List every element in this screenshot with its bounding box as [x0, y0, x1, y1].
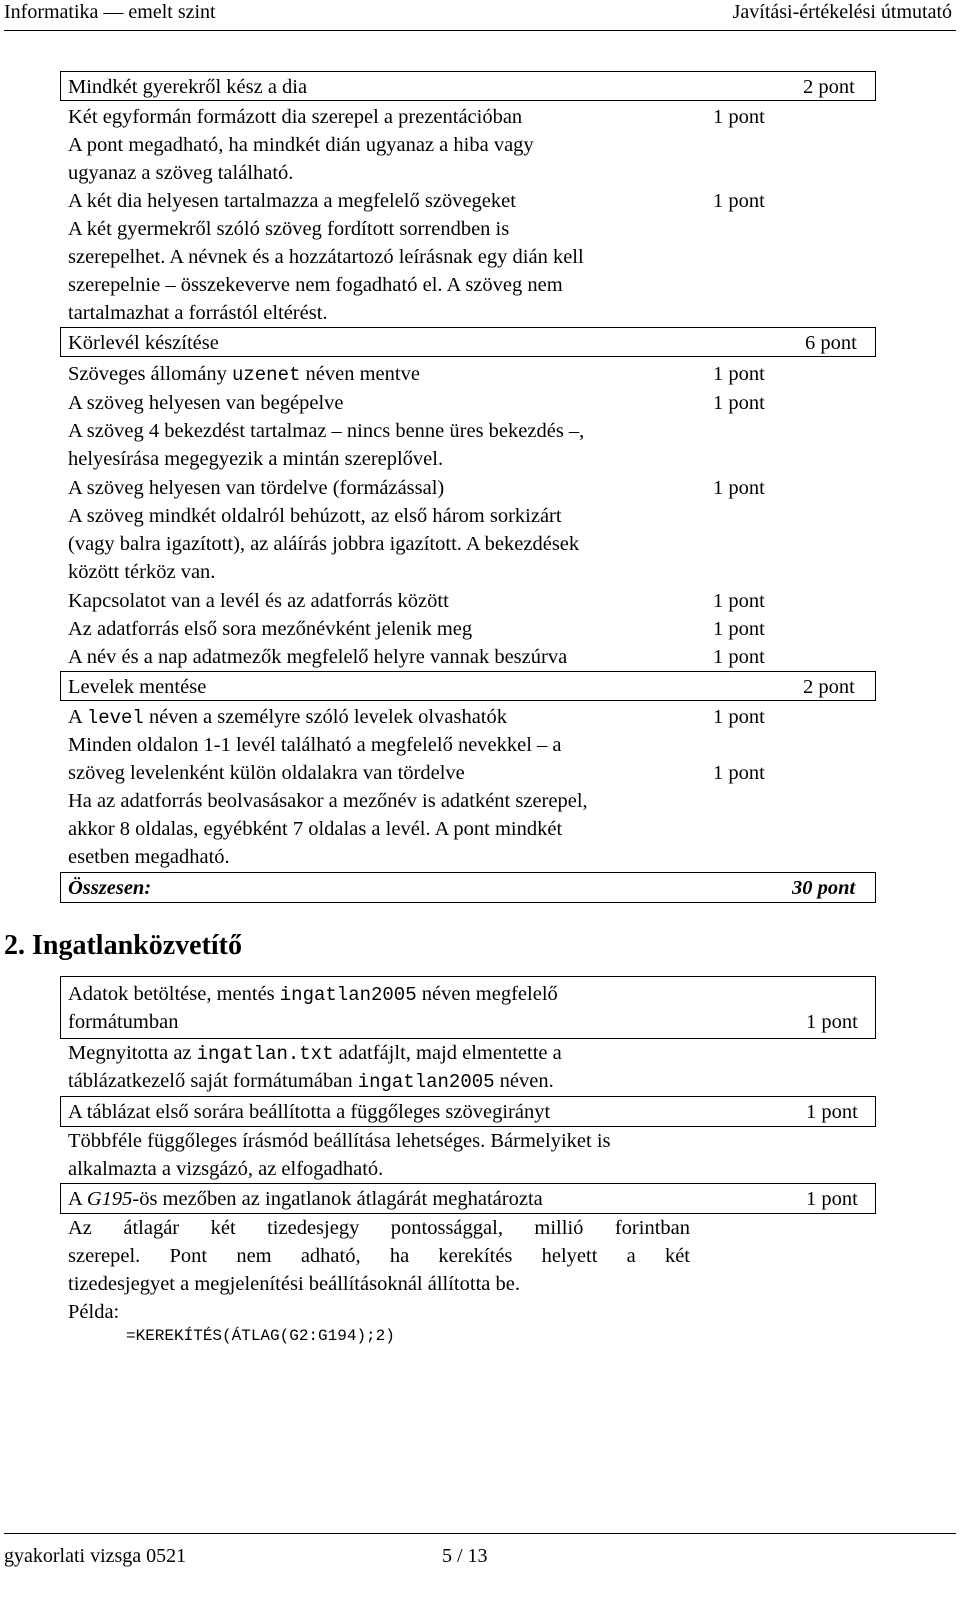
block2-line [68, 362, 420, 387]
block2-line: helyesírása megegyezik a mintán szereplővel. [68, 448, 444, 470]
block1-line: A két gyermekről szóló szöveg fordított sorrendben is [68, 218, 510, 240]
item3-points: 1 pont [806, 1188, 858, 1210]
block2-line-points: 1 pont [713, 590, 765, 612]
block1-line: A két dia helyesen tartalmazza a megfelelő szövegeket [68, 190, 516, 212]
item2-note: alkalmazta a vizsgázó, az elfogadható. [68, 1158, 384, 1180]
block2-title: Körlevél készítése [68, 332, 219, 354]
text-run: néven mentve [300, 363, 420, 385]
block2-line: A szöveg mindkét oldalról behúzott, az első három sorkizárt [68, 505, 562, 527]
total-box [60, 872, 876, 903]
header-rule [4, 30, 956, 31]
item2-note: Többféle függőleges írásmód beállítása lehetséges. Bármelyiket is [68, 1130, 611, 1152]
code-filename: level [86, 707, 144, 729]
block1-line: szerepelnie – összekeverve nem fogadható el. A szöveg nem [68, 274, 563, 296]
footer-rule [4, 1533, 956, 1534]
item2-title: A táblázat első sorára beállította a függőleges szövegirányt [68, 1101, 551, 1123]
block1-line: ugyanaz a szöveg található. [68, 162, 294, 184]
block3-line: esetben megadható. [68, 846, 230, 868]
block2-line: A név és a nap adatmezők megfelelő helyre vannak beszúrva [68, 646, 568, 668]
block1-line: szerepelhet. A névnek és a hozzátartozó leírásnak egy dián kell [68, 246, 584, 268]
block3-line: Ha az adatforrás beolvasásakor a mezőnév is adatként szerepel, [68, 790, 588, 812]
text-run: Szöveges állomány [68, 363, 232, 385]
block1-line-points: 1 pont [713, 106, 765, 128]
code-filename: uzenet [231, 364, 301, 386]
example-label: Példa: [68, 1301, 120, 1323]
block1-title: Mindkét gyerekről kész a dia [68, 76, 308, 98]
block2-line: között térköz van. [68, 561, 216, 583]
item1-note [68, 1041, 562, 1066]
code-filename: ingatlan2005 [357, 1071, 495, 1093]
block1-points: 2 pont [803, 76, 855, 98]
header-left: Informatika — emelt szint [4, 1, 216, 23]
block3-line [68, 705, 507, 730]
block3-line: szöveg levelenként külön oldalakra van tördelve [68, 762, 465, 784]
code-filename: ingatlan2005 [279, 984, 417, 1006]
item1-points: 1 pont [806, 1011, 858, 1033]
text-run: táblázatkezelő saját formátumában [68, 1070, 358, 1092]
item2-points: 1 pont [806, 1101, 858, 1123]
text-run: A [68, 706, 87, 728]
text-run: Adatok betöltése, mentés [68, 983, 280, 1005]
block3-points: 2 pont [803, 676, 855, 698]
block1-line: Két egyformán formázott dia szerepel a prezentációban [68, 106, 523, 128]
block2-points: 6 pont [805, 332, 857, 354]
item3-note: tizedesjegyet a megjelenítési beállításoknál állította be. [68, 1273, 520, 1295]
block1-line: A pont megadható, ha mindkét dián ugyanaz a hiba vagy [68, 134, 534, 156]
example-formula: =KEREKÍTÉS(ÁTLAG(G2:G194);2) [126, 1327, 395, 1345]
block3-line: akkor 8 oldalas, egyébként 7 oldalas a levél. A pont mindkét [68, 818, 563, 840]
block2-line-points: 1 pont [713, 646, 765, 668]
total-points: 30 pont [792, 877, 856, 899]
text-run: -ös mezőben az ingatlanok átlagárát meghatározta [132, 1188, 543, 1210]
text-run: Megnyitotta az [68, 1042, 197, 1064]
block2-line: A szöveg helyesen van tördelve (formázással) [68, 477, 445, 499]
item3-note: Az átlagár két tizedesjegy pontossággal, millió forintban [68, 1217, 690, 1239]
text-run: néven megfelelő [416, 983, 558, 1005]
block2-line: (vagy balra igazított), az aláírás jobbra igazított. A bekezdések [68, 533, 580, 555]
text-run: néven. [494, 1070, 554, 1092]
block2-line-points: 1 pont [713, 477, 765, 499]
text-run: néven a személyre szóló levelek olvashatók [143, 706, 507, 728]
item3-title [68, 1187, 543, 1211]
cell-reference: G195 [86, 1188, 133, 1210]
block3-title: Levelek mentése [68, 676, 207, 698]
block2-line: A szöveg helyesen van begépelve [68, 392, 344, 414]
block2-line: Kapcsolatot van a levél és az adatforrás között [68, 590, 449, 612]
text-run: adatfájlt, majd elmentette a [333, 1042, 562, 1064]
code-filename: ingatlan.txt [196, 1043, 334, 1065]
footer-left: gyakorlati vizsga 0521 [4, 1545, 187, 1567]
item1-title-line1 [68, 982, 558, 1007]
block3-line-points: 1 pont [713, 762, 765, 784]
header-right: Javítási-értékelési útmutató [732, 1, 952, 23]
text-run: A [68, 1188, 87, 1210]
section-heading: 2. Ingatlanközvetítő [4, 930, 242, 961]
item1-note [68, 1069, 554, 1094]
item3-note: szerepel. Pont nem adható, ha kerekítés helyett a két [68, 1245, 690, 1267]
block3-line: Minden oldalon 1-1 levél található a megfelelő nevekkel – a [68, 734, 562, 756]
block1-line-points: 1 pont [713, 190, 765, 212]
block2-line: Az adatforrás első sora mezőnévként jelenik meg [68, 618, 473, 640]
block2-line-points: 1 pont [713, 392, 765, 414]
block2-line: A szöveg 4 bekezdést tartalmaz – nincs benne üres bekezdés –, [68, 420, 585, 442]
block2-line-points: 1 pont [713, 363, 765, 385]
block3-line-points: 1 pont [713, 706, 765, 728]
item1-title-line2: formátumban [68, 1011, 179, 1033]
page-header [0, 0, 960, 24]
block2-line-points: 1 pont [713, 618, 765, 640]
page-number: 5 / 13 [442, 1545, 488, 1567]
total-label: Összesen: [68, 877, 152, 899]
block1-line: tartalmazhat a forrástól eltérést. [68, 302, 328, 324]
